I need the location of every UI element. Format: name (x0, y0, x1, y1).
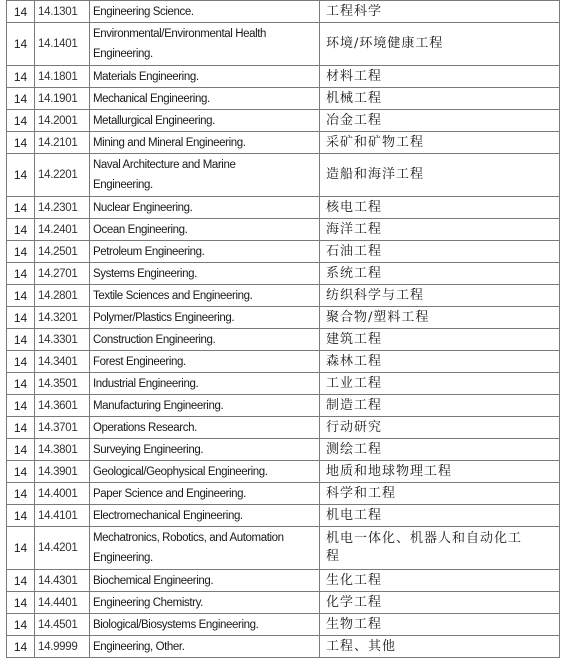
cip-code-cell: 14.2701 (35, 263, 90, 284)
table-row (7, 395, 560, 417)
chinese-name-cell: 石油工程 (320, 241, 560, 262)
cip-code-cell: 14.3401 (35, 351, 90, 372)
english-name-cell: Metallurgical Engineering. (90, 110, 320, 131)
family-cell: 14 (7, 636, 35, 657)
english-name-cell: Materials Engineering. (90, 66, 320, 87)
family-cell: 14 (7, 66, 35, 87)
table-row (7, 592, 560, 614)
cip-code-cell: 14.3801 (35, 439, 90, 460)
english-name-cell: Operations Research. (90, 417, 320, 438)
cip-code-cell: 14.4501 (35, 614, 90, 635)
english-name-cell: Mechatronics, Robotics, and Automation Engineering. (90, 527, 320, 569)
chinese-name-cell: 采矿和矿物工程 (320, 132, 560, 153)
engineering-programs-table (6, 0, 560, 658)
chinese-name-cell: 生化工程 (320, 570, 560, 591)
family-cell: 14 (7, 197, 35, 218)
table-row (7, 570, 560, 592)
chinese-name-cell: 工业工程 (320, 373, 560, 394)
family-cell: 14 (7, 285, 35, 306)
cip-code-cell: 14.1401 (35, 23, 90, 65)
cip-code-cell: 14.4201 (35, 527, 90, 569)
family-cell: 14 (7, 154, 35, 196)
table-row (7, 23, 560, 66)
table-row (7, 263, 560, 285)
family-cell: 14 (7, 351, 35, 372)
chinese-name-cell: 造船和海洋工程 (320, 154, 560, 196)
table-row (7, 483, 560, 505)
family-cell: 14 (7, 307, 35, 328)
cip-code-cell: 14.4301 (35, 570, 90, 591)
family-cell: 14 (7, 461, 35, 482)
cip-code-cell: 14.1801 (35, 66, 90, 87)
cip-code-cell: 14.1901 (35, 88, 90, 109)
chinese-name-cell: 机电一体化、机器人和自动化工 程 (320, 527, 560, 569)
chinese-name-cell: 冶金工程 (320, 110, 560, 131)
english-name-cell: Forest Engineering. (90, 351, 320, 372)
family-cell: 14 (7, 395, 35, 416)
table-row (7, 219, 560, 241)
english-name-cell: Engineering Science. (90, 1, 320, 22)
chinese-name-cell: 核电工程 (320, 197, 560, 218)
cip-code-cell: 14.3901 (35, 461, 90, 482)
english-name-cell: Mining and Mineral Engineering. (90, 132, 320, 153)
english-name-cell: Systems Engineering. (90, 263, 320, 284)
english-name-cell: Manufacturing Engineering. (90, 395, 320, 416)
chinese-name-cell: 材料工程 (320, 66, 560, 87)
family-cell: 14 (7, 505, 35, 526)
english-name-cell: Industrial Engineering. (90, 373, 320, 394)
table-row (7, 614, 560, 636)
chinese-name-cell: 环境/环境健康工程 (320, 23, 560, 65)
english-name-cell: Biochemical Engineering. (90, 570, 320, 591)
english-name-cell: Naval Architecture and Marine Engineering. (90, 154, 320, 196)
chinese-name-cell: 工程科学 (320, 1, 560, 22)
cip-code-cell: 14.1301 (35, 1, 90, 22)
english-name-cell: Mechanical Engineering. (90, 88, 320, 109)
table-row (7, 636, 560, 658)
chinese-name-cell: 地质和地球物理工程 (320, 461, 560, 482)
cip-code-cell: 14.4001 (35, 483, 90, 504)
cip-code-cell: 14.9999 (35, 636, 90, 657)
chinese-name-cell: 化学工程 (320, 592, 560, 613)
cip-code-cell: 14.4401 (35, 592, 90, 613)
table-row (7, 505, 560, 527)
chinese-name-cell: 森林工程 (320, 351, 560, 372)
family-cell: 14 (7, 263, 35, 284)
table-row (7, 88, 560, 110)
family-cell: 14 (7, 417, 35, 438)
family-cell: 14 (7, 592, 35, 613)
chinese-name-cell: 海洋工程 (320, 219, 560, 240)
chinese-name-cell: 生物工程 (320, 614, 560, 635)
cip-code-cell: 14.3201 (35, 307, 90, 328)
family-cell: 14 (7, 483, 35, 504)
family-cell: 14 (7, 614, 35, 635)
family-cell: 14 (7, 373, 35, 394)
cip-code-cell: 14.3301 (35, 329, 90, 350)
table-row (7, 461, 560, 483)
chinese-name-cell: 系统工程 (320, 263, 560, 284)
english-name-cell: Construction Engineering. (90, 329, 320, 350)
english-name-cell: Ocean Engineering. (90, 219, 320, 240)
english-name-cell: Engineering, Other. (90, 636, 320, 657)
english-name-cell: Petroleum Engineering. (90, 241, 320, 262)
english-name-cell: Biological/Biosystems Engineering. (90, 614, 320, 635)
family-cell: 14 (7, 329, 35, 350)
family-cell: 14 (7, 527, 35, 569)
cip-code-cell: 14.2201 (35, 154, 90, 196)
family-cell: 14 (7, 132, 35, 153)
chinese-name-cell: 机电工程 (320, 505, 560, 526)
english-name-cell: Environmental/Environmental Health Engineering. (90, 23, 320, 65)
chinese-name-cell: 机械工程 (320, 88, 560, 109)
family-cell: 14 (7, 570, 35, 591)
table-row (7, 66, 560, 88)
cip-code-cell: 14.2801 (35, 285, 90, 306)
chinese-name-cell: 工程、其他 (320, 636, 560, 657)
table-row (7, 417, 560, 439)
english-name-cell: Engineering Chemistry. (90, 592, 320, 613)
chinese-name-cell: 聚合物/塑料工程 (320, 307, 560, 328)
table-row (7, 110, 560, 132)
cip-code-cell: 14.2001 (35, 110, 90, 131)
cip-code-cell: 14.4101 (35, 505, 90, 526)
family-cell: 14 (7, 88, 35, 109)
family-cell: 14 (7, 439, 35, 460)
cip-code-cell: 14.3601 (35, 395, 90, 416)
english-name-cell: Textile Sciences and Engineering. (90, 285, 320, 306)
chinese-name-cell: 制造工程 (320, 395, 560, 416)
chinese-name-cell: 测绘工程 (320, 439, 560, 460)
chinese-name-cell: 建筑工程 (320, 329, 560, 350)
chinese-name-cell: 纺织科学与工程 (320, 285, 560, 306)
cip-code-cell: 14.2401 (35, 219, 90, 240)
table-row (7, 154, 560, 197)
family-cell: 14 (7, 241, 35, 262)
family-cell: 14 (7, 219, 35, 240)
cip-code-cell: 14.2301 (35, 197, 90, 218)
cip-code-cell: 14.3701 (35, 417, 90, 438)
table-row (7, 197, 560, 219)
chinese-name-cell: 行动研究 (320, 417, 560, 438)
english-name-cell: Geological/Geophysical Engineering. (90, 461, 320, 482)
chinese-name-cell: 科学和工程 (320, 483, 560, 504)
family-cell: 14 (7, 1, 35, 22)
table-row (7, 285, 560, 307)
cip-code-cell: 14.2501 (35, 241, 90, 262)
table-row (7, 1, 560, 23)
english-name-cell: Polymer/Plastics Engineering. (90, 307, 320, 328)
cip-code-cell: 14.3501 (35, 373, 90, 394)
english-name-cell: Paper Science and Engineering. (90, 483, 320, 504)
english-name-cell: Surveying Engineering. (90, 439, 320, 460)
english-name-cell: Nuclear Engineering. (90, 197, 320, 218)
table-row (7, 439, 560, 461)
table-row (7, 373, 560, 395)
english-name-cell: Electromechanical Engineering. (90, 505, 320, 526)
table-row (7, 527, 560, 570)
table-row (7, 132, 560, 154)
family-cell: 14 (7, 110, 35, 131)
table-row (7, 329, 560, 351)
table-row (7, 351, 560, 373)
table-row (7, 241, 560, 263)
table-row (7, 307, 560, 329)
cip-code-cell: 14.2101 (35, 132, 90, 153)
family-cell: 14 (7, 23, 35, 65)
